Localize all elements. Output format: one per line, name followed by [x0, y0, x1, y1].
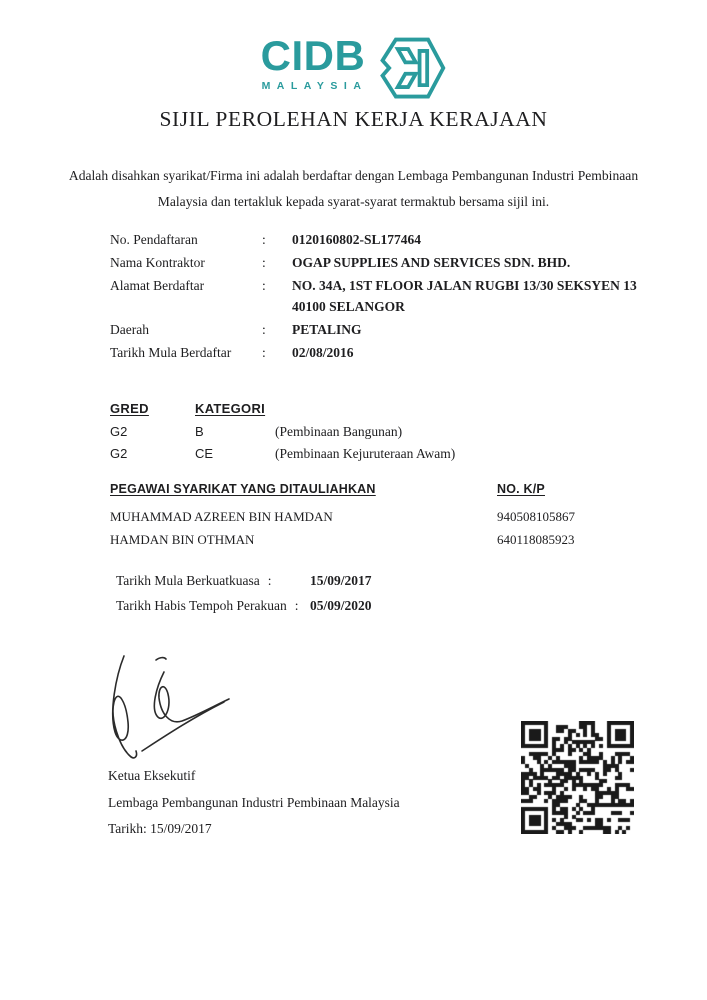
intro-line1: Adalah disahkan syarikat/Firma ini adalah berdaftar dengan Lembaga Pembangunan Industri Pembinaan	[68, 168, 639, 183]
cidb-logo	[259, 32, 449, 103]
detail-colon: :	[262, 322, 266, 337]
grades-header-row	[110, 401, 455, 416]
kategori-header: KATEGORI	[195, 401, 266, 416]
detail-colon: :	[262, 345, 266, 360]
officers-header-row	[110, 482, 575, 497]
officers-name-header: PEGAWAI SYARIKAT YANG DITAULIAHKAN	[110, 482, 376, 496]
detail-label: Alamat Berdaftar	[110, 278, 205, 293]
grade-kategori: B	[195, 424, 204, 439]
intro-paragraph	[40, 163, 667, 215]
detail-value: OGAP SUPPLIES AND SERVICES SDN. BHD.	[292, 255, 571, 270]
certificate-title: SIJIL PEROLEHAN KERJA KERAJAAN	[159, 107, 548, 131]
grade-description: (Pembinaan Kejuruteraan Awam)	[275, 446, 456, 461]
validity-colon: :	[267, 573, 272, 588]
signatory-title: Ketua Eksekutif	[108, 768, 196, 783]
validity-label: Tarikh Habis Tempoh Perakuan	[116, 598, 287, 613]
detail-row-alamat-berdaftar	[110, 277, 637, 315]
detail-colon: :	[262, 255, 266, 270]
footer-block	[108, 763, 400, 843]
detail-colon: :	[262, 278, 266, 293]
detail-colon: :	[262, 232, 266, 247]
validity-dates	[116, 573, 372, 623]
address-line2: 40100 SELANGOR	[292, 299, 405, 314]
detail-row-daerah	[110, 321, 637, 338]
validity-label: Tarikh Mula Berkuatkuasa	[116, 573, 260, 588]
grade-gred: G2	[110, 446, 128, 461]
detail-row-no-pendaftaran	[110, 231, 637, 248]
officers-ic-header: NO. K/P	[497, 482, 545, 496]
detail-value: 0120160802-SL177464	[292, 232, 422, 247]
cidb-hexagon-icon	[372, 35, 448, 103]
officer-row	[110, 533, 575, 547]
validity-value: 05/09/2020	[310, 598, 372, 613]
officer-ic: 640118085923	[497, 532, 575, 547]
officer-name: HAMDAN BIN OTHMAN	[110, 532, 255, 547]
gred-header: GRED	[110, 401, 149, 416]
grade-row	[110, 424, 455, 439]
address-line1: NO. 34A, 1ST FLOOR JALAN RUGBI 13/30 SEKSYEN 13	[292, 278, 637, 293]
signature-image	[86, 646, 241, 766]
detail-value: 02/08/2016	[292, 345, 354, 360]
cidb-malaysia-text: MALAYSIA	[261, 79, 368, 92]
cidb-brand-text: CIDB	[260, 32, 366, 79]
grade-description: (Pembinaan Bangunan)	[275, 424, 403, 439]
detail-value: PETALING	[292, 322, 362, 337]
grade-kategori: CE	[195, 446, 214, 461]
officer-ic: 940508105867	[497, 509, 575, 524]
grades-table	[110, 401, 455, 468]
detail-row-nama-kontraktor	[110, 254, 637, 271]
validity-row-end	[116, 598, 372, 623]
grade-row	[110, 446, 455, 461]
officer-name: MUHAMMAD AZREEN BIN HAMDAN	[110, 509, 333, 524]
footer-date-line	[108, 816, 400, 843]
validity-value: 15/09/2017	[310, 573, 372, 588]
grade-gred: G2	[110, 424, 128, 439]
detail-label: Daerah	[110, 322, 149, 337]
officer-row	[110, 510, 575, 524]
detail-label: Tarikh Mula Berdaftar	[110, 345, 232, 360]
organization-name: Lembaga Pembangunan Industri Pembinaan Malaysia	[108, 794, 400, 810]
detail-value	[292, 277, 637, 315]
validity-row-start	[116, 573, 372, 598]
detail-label: Nama Kontraktor	[110, 255, 205, 270]
detail-label: No. Pendaftaran	[110, 232, 198, 247]
officers-table	[110, 482, 575, 556]
cidb-logo-text	[259, 32, 368, 92]
detail-row-tarikh-mula-berdaftar	[110, 344, 637, 361]
qr-code	[521, 721, 634, 834]
footer-date-value: 15/09/2017	[150, 821, 212, 836]
validity-colon: :	[294, 598, 299, 613]
footer-date-label: Tarikh:	[108, 821, 147, 836]
intro-line2: Malaysia dan tertakluk kepada syarat-syarat termaktub bersama sijil ini.	[157, 194, 550, 209]
registration-details	[110, 231, 637, 367]
